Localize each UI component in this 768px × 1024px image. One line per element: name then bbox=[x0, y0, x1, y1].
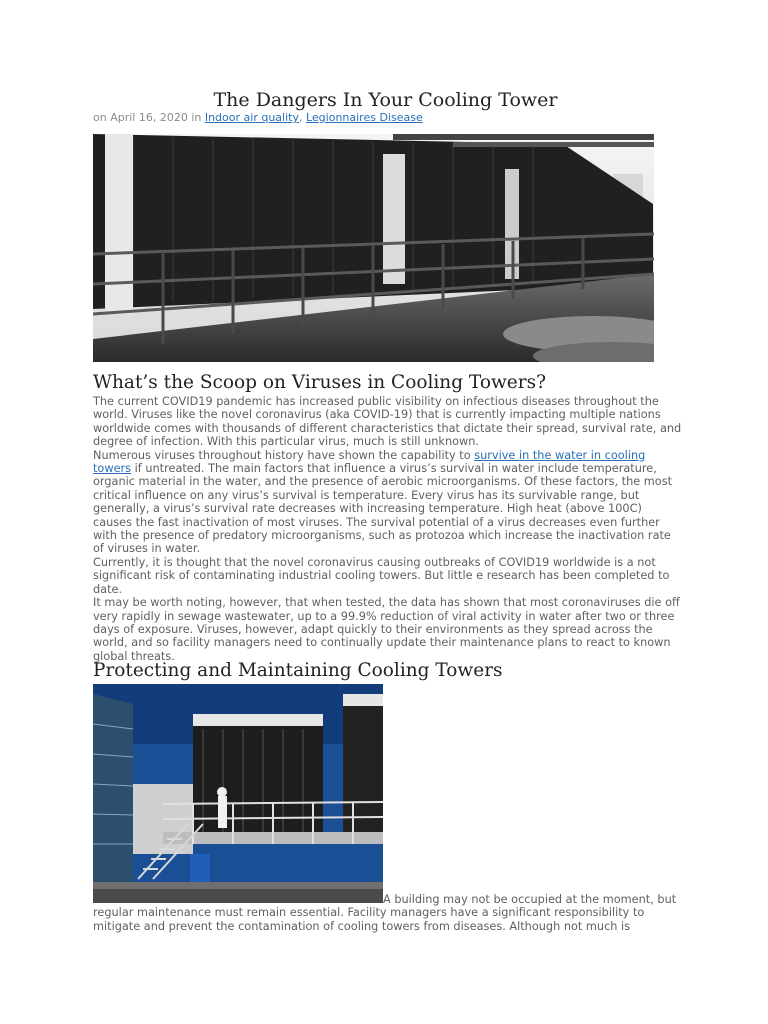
paragraph: Numerous viruses throughout history have shown the capability to survive in the water in cooling towers if untreated. The main factors that influence a virus’s survival in water include temperature, organic material in the water, and the presence of aerobic microorganisms. Of these factors, the most critical influence on any virus’s survival is temperature. Every virus has its survivable range, but generally, a virus’s survival rate decreases with increasing temperature. High heat (above 100C) causes the fast inactivation of most viruses. The survival potential of a virus decreases even further with the presence of predatory microorganisms, such as protozoa which increase the inactivation rate of viruses in water. bbox=[93, 448, 673, 556]
category-link-legionnaires-disease[interactable]: Legionnaires Disease bbox=[305, 111, 423, 124]
hero-image-cooling-tower bbox=[93, 134, 654, 362]
post-date: on April 16, 2020 in bbox=[93, 111, 205, 124]
section-protecting-body bbox=[93, 893, 683, 933]
page-title: The Dangers In Your Cooling Tower bbox=[213, 89, 558, 111]
section-heading-protecting: Protecting and Maintaining Cooling Towers bbox=[93, 660, 503, 681]
paragraph: A building may not be occupied at the moment, but regular maintenance must remain essential. Facility managers have a significant responsibility to mitigate and prevent the contamination of cooling towers from diseases. Although not much is bbox=[93, 893, 677, 933]
paragraph: Currently, it is thought that the novel coronavirus causing outbreaks of COVID19 worldwide is a not significant risk of contaminating industrial cooling towers. But little e research has been completed to date. bbox=[93, 555, 670, 596]
paragraph: The current COVID19 pandemic has increased public visibility on infectious diseases throughout the world. Viruses like the novel coronavirus (aka COVID-19) that is currently impacting multiple nations worldwide comes with thousands of different characteristics that dictate their spread, survival rate, and degree of infection. With this particular virus, much is still unknown. bbox=[93, 395, 682, 449]
section-heading-viruses: What’s the Scoop on Viruses in Cooling Towers? bbox=[93, 372, 547, 393]
post-meta bbox=[93, 111, 423, 124]
category-separator: , bbox=[298, 111, 306, 124]
cooling-tower-worker-image bbox=[93, 684, 383, 903]
paragraph: It may be worth noting, however, that when tested, the data has shown that most coronaviruses die off very rapidly in sewage wastewater, up to a 99.9% reduction of viral activity in water after two or three days of exposure. Viruses, however, adapt quickly to their environments as they spread across the world, and so facility managers need to continually update their maintenance plans to react to known global threats. bbox=[93, 596, 680, 663]
category-link-indoor-air-quality[interactable]: Indoor air quality bbox=[204, 111, 299, 124]
survive-in-water-link[interactable]: survive in the water in cooling towers bbox=[93, 448, 646, 476]
section-viruses-body bbox=[93, 395, 683, 663]
